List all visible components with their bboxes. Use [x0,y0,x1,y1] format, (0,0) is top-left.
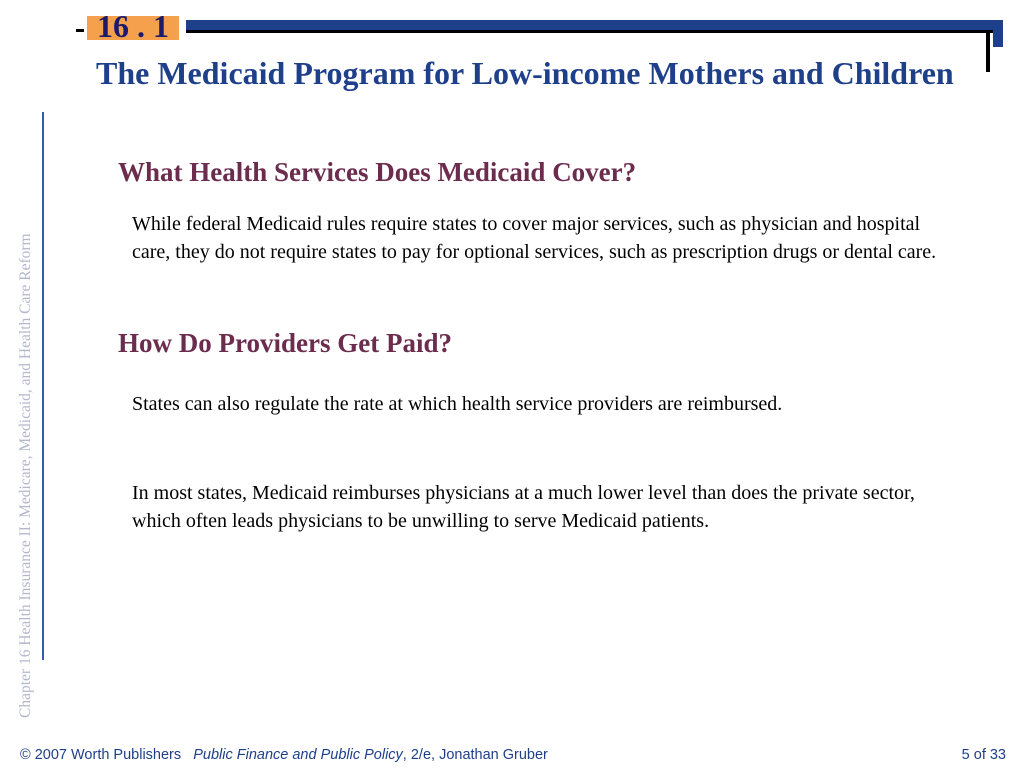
section-heading-coverage: What Health Services Does Medicaid Cover? [118,157,637,187]
header-bracket-navy [993,20,1003,47]
header-rule-navy [186,20,1003,30]
footer-copyright: © 2007 Worth Publishers [20,747,182,763]
header-rule-left [76,29,84,32]
footer-edition-author: , 2/e, Jonathan Gruber [402,747,548,763]
paragraph-reimbursement: In most states, Medicaid reimburses physicians at a much lower level than does the private sector, which often leads physicians to be unwilling to serve Medicaid patients. [132,482,915,532]
side-rule [42,112,44,660]
chapter-side-label: Chapter 16 Health Insurance II: Medicare, Medicaid, and Health Care Reform [17,233,34,718]
section-number: 16 . 1 [97,8,169,44]
paragraph-coverage: While federal Medicaid rules require states to cover major services, such as physician and hospital care, they do not require states to pay for optional services, such as prescription drugs or dental care. [132,213,937,263]
footer-credit [20,745,590,765]
section-heading-payment: How Do Providers Get Paid? [118,328,452,358]
slide-title: The Medicaid Program for Low-income Mothers and Children [96,55,954,91]
header-rule-black [186,30,996,33]
page-indicator: 5 of 33 [961,747,1006,763]
paragraph-regulation: States can also regulate the rate at which health service providers are reimbursed. [132,393,783,415]
footer-book-title: Public Finance and Public Policy [193,747,403,763]
